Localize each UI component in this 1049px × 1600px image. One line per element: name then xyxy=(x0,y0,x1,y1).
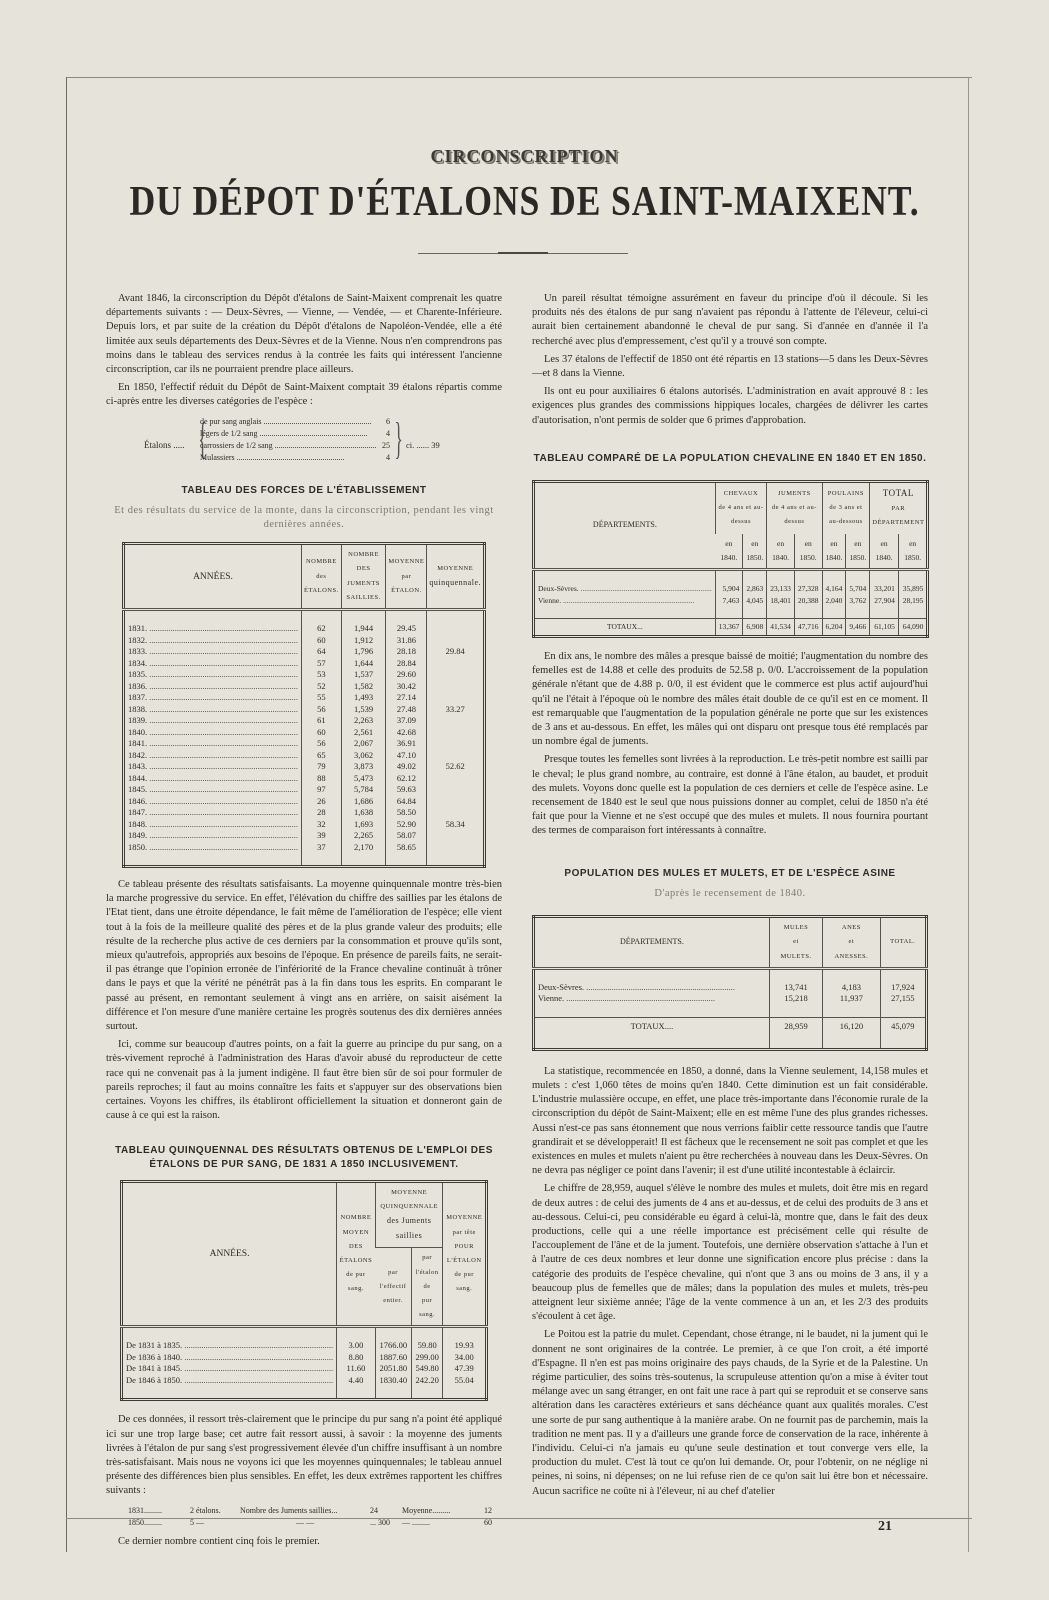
year-cell: 1842. ..... xyxy=(124,750,302,762)
juments-cell: 1,638 xyxy=(341,807,386,819)
etalons-cell: 60 xyxy=(302,727,342,739)
juments-cell: 1,912 xyxy=(341,635,386,647)
moyenne-cell: 27.48 xyxy=(386,704,427,716)
totals-label: TOTAUX... xyxy=(534,619,716,637)
period-cell: De 1841 à 1845. ..... xyxy=(122,1363,337,1375)
page-number: 21 xyxy=(878,1519,892,1534)
year-cell: 1839. ..... xyxy=(124,715,302,727)
moyenne-cell: 36.91 xyxy=(386,738,427,750)
table-mules-title: POPULATION DES MULES ET MULETS, ET DE L'ESPÈCE ASINE xyxy=(564,867,896,879)
year-cell: 1840. ..... xyxy=(124,727,302,739)
total-value-cell: 6,204 xyxy=(822,619,846,637)
header-total: TOTAL PAR DÉPARTEMENT xyxy=(870,482,928,534)
table-row xyxy=(534,982,927,994)
moyenne-cell: 58.07 xyxy=(386,830,427,842)
juments-cell: 2,067 xyxy=(341,738,386,750)
total-anes-cell: 16,120 xyxy=(823,1017,880,1036)
header-departements: DÉPARTEMENTS. xyxy=(534,482,716,570)
juments-cell: 5,784 xyxy=(341,784,386,796)
dept-cell: Vienne. ..... xyxy=(534,595,716,607)
etalons-item: Mulassiers ..... 4 xyxy=(200,452,390,464)
paragraph: En dix ans, le nombre des mâles a presque baissé de moitié; l'augmentation du nombre des femelles est de 14.88 et celle des produits de 52.58 p. 0/0. L'accroissement de la population générale n'étant que de 4.88 p. 0/0, il est évident que le commerce est plus actif aujourd'hui qu'il ne l'était à l'époque où le nombre des mâles était double de ce qu'il est en ce moment. Il est remarquable que l'augmentation de la population générale ne porte que sur les existences de 3 ans et au-dessous. En effet, les mâles qui ont disparu ont presque tous été remplacés par un nombre égal de juments. xyxy=(532,651,928,748)
mules-cell: 15,218 xyxy=(769,993,822,1005)
table-row xyxy=(122,1340,487,1352)
header-nombre-etalons: NOMBRE des ÉTALONS. xyxy=(302,544,342,610)
year-cell: 1843. ..... xyxy=(124,761,302,773)
moyenne-cell: 28.18 xyxy=(386,646,427,658)
year-cell: 1847. ..... xyxy=(124,807,302,819)
etalons-cell: 62 xyxy=(302,623,342,635)
paragraph: Le chiffre de 28,959, auquel s'élève le nombre des mules et mulets, doit être mis en regard de deux autres : de celui des juments de 4 ans et au-dessus, et de celui des produits de 3 ans et au-dessous. Celui-ci, peu considérable eu égard à celui-là, montre que, dans le fait des deux productions, celle qui a une réelle importance est précisément celle qui résulte de l'accouplement de l'âne et de la jument. Toutefois, une dernière observation s'attache à l'un et à l'autre de ces deux nombres et leur donne une signification encore plus précise : dans la catégorie des produits de l'espèce chevaline, qui n'ont que 3 ans ou moins de 3 ans, il y a beaucoup plus de femelles que de mâles; dans la population des mules et mulets, très-peu atteignent leur sixième année; l'âge de la vente commence à un an, et les 2/3 des produits s'écoulent à cet âge. xyxy=(532,1183,928,1323)
value-cell: 18,401 xyxy=(767,595,795,607)
juments-cell: 1,693 xyxy=(341,819,386,831)
etalon-cell: 549.80 xyxy=(411,1363,443,1375)
moyenne-cell: 58.65 xyxy=(386,842,427,854)
extremes-row: 1831......... 2 étalons. Nombre des Juments saillies... 24 Moyenne......... 12 xyxy=(128,1505,492,1515)
moyenne-cell: 37.09 xyxy=(386,715,427,727)
frame-rule-top xyxy=(66,77,972,78)
table-row xyxy=(122,1375,487,1387)
table-row xyxy=(124,796,485,808)
dept-cell: Deux-Sèvres. ..... xyxy=(534,982,770,994)
etalons-item: de pur sang anglais ..... 6 xyxy=(200,416,390,428)
right-brace: } xyxy=(394,413,403,463)
total-total-cell: 45,079 xyxy=(880,1017,926,1036)
paragraph: Presque toutes les femelles sont livrées à la reproduction. Le très-petit nombre est sailli par le cheval; le plus grand nombre, au contraire, est donné à l'âne étalon, au baudet, et produit des mulets. Voyons donc quelle est la population de ces derniers et celle de l'espèce asine. Le recensement de 1840 est le seul que nous puissions donner au complet, celui de 1850 n'a été fait que pour la Vienne et ne s'est occupé que des mules et mulets. Il nous fournira pourtant des termes de comparaison fort intéressants à connaître. xyxy=(532,754,928,837)
effectif-cell: 1887.60 xyxy=(375,1352,411,1364)
paragraph: Avant 1846, la circonscription du Dépôt d'étalons de Saint-Maixent comprenait les quatre départements suivants : — Deux-Sèvres, — Vienne, — Vendée, — et Charente-Inférieure. Depuis lors, et par suite de la création du Dépôt d'étalons de Napoléon-Vendée, elle a été limitée aux seuls départements des Deux-Sèvres et de la Vienne. Nous n'en comprendrons pas moins dans le tableau des services rendus à la contrée les faits qui intéressent l'ancienne circonscription, car ils ne pourraient prendre place ailleurs. xyxy=(106,293,502,376)
paragraph: Ici, comme sur beaucoup d'autres points, on a fait la guerre au principe du pur sang, on a très-vivement reproché à l'administration des Haras d'avoir abusé du reproducteur de cette race qui ne convenait pas à la jument indigène. Il faut être bien sûr de soi pour formuler de pareils reproches; il faut au moins connaître les faits et s'appuyer sur des observations bien certaines. Voyons les chiffres, ils établiront officiellement la situation et donneront gain de cause à ce qui est la raison. xyxy=(106,1039,502,1122)
spacer-row xyxy=(122,1327,487,1341)
etalons-breakdown xyxy=(106,414,502,472)
totals-row xyxy=(534,1017,927,1036)
frame-rule-right xyxy=(968,77,969,1552)
value-cell: 4,045 xyxy=(743,595,767,607)
table-row xyxy=(122,1363,487,1375)
etalons-cell: 52 xyxy=(302,681,342,693)
moyenne-cell: 52.90 xyxy=(386,819,427,831)
totals-row xyxy=(534,619,928,637)
header-anes: ANES et ANESSES. xyxy=(823,917,880,969)
moyenne-cell: 30.42 xyxy=(386,681,427,693)
juments-cell: 3,062 xyxy=(341,750,386,762)
paragraph: La statistique, recommencée en 1850, a donné, dans la Vienne seulement, 14,158 mules et mulets : c'est 1,060 têtes de moins qu'en 1840. Cette diminution est un fait considérable. L'industrie mulassière occupe, en effet, une place très-importante dans l'économie rurale de la circonscription du dépôt de Saint-Maixent; elle en est même l'une des plus grandes richesses. Aussi n'est-ce pas sans étonnement que nous verrions faiblir cette ressource tandis que l'autre grandirait et se développerait! Il est fâcheux que le recensement ne soit pas complet et que les existences en mules et mulets n'aient pu être recherchées à nouveau dans les Deux-Sèvres. On ne devra pas négliger ce point dans l'avenir; il est d'une utilité incontestable à éclaircir. xyxy=(532,1065,928,1177)
frame-rule-left xyxy=(66,77,67,1552)
header-year: en 1840. xyxy=(870,534,899,570)
spacer-row xyxy=(534,570,928,584)
year-cell: 1850. ..... xyxy=(124,842,302,854)
header-annees: ANNÉES. xyxy=(122,1181,337,1327)
paragraph: Ils ont eu pour auxiliaires 6 étalons autorisés. L'administration en avait approuvé 8 : les exigences plus grandes des commissions hippiques locales, chargées de délivrer les cartes d'autorisation, n'ont permis de solder que 6 primes d'approbation. xyxy=(532,386,928,426)
quinquennial-cell: 29.84 xyxy=(427,623,485,681)
juments-cell: 1,537 xyxy=(341,669,386,681)
nombre-cell: 11.60 xyxy=(337,1363,376,1375)
table-row xyxy=(124,738,485,750)
header-year: en 1850. xyxy=(898,534,928,570)
year-cell: 1846. ..... xyxy=(124,796,302,808)
etalons-item: carrossiers de 1/2 sang ..... 25 xyxy=(200,440,390,452)
effectif-cell: 2051.80 xyxy=(375,1363,411,1375)
header-nombre-juments: NOMBRE DES JUMENTS SAILLIES. xyxy=(341,544,386,610)
spacer-row xyxy=(534,606,928,619)
juments-cell: 1,644 xyxy=(341,658,386,670)
paragraph: De ces données, il ressort très-clairement que le principe du pur sang n'a point été appliqué ici sur une trop large base; cet autre fait ressort aussi, à savoir : la moyenne des juments livrées à l'étalon de pur sang s'est progressivement élevée d'un chiffre insuffisant à un nombre très-satisfaisant. Mais nous ne voyons ici que les moyennes quinquennales; le tableau annuel présente des différences bien plus sensibles. En effet, les deux extrêmes rapportent les chiffres suivants : xyxy=(106,1414,502,1497)
etalons-cell: 79 xyxy=(302,761,342,773)
value-cell: 3,762 xyxy=(846,595,870,607)
etalons-cell: 53 xyxy=(302,669,342,681)
table-row xyxy=(122,1352,487,1364)
spacer-row xyxy=(124,853,485,867)
total-value-cell: 41,534 xyxy=(767,619,795,637)
spacer-row xyxy=(534,1005,927,1018)
table-forces-subtitle: Et des résultats du service de la monte, dans la circonscription, pendant les vingt dernières années. xyxy=(114,504,494,531)
left-column xyxy=(106,292,502,1553)
table-population-title: TABLEAU COMPARÉ DE LA POPULATION CHEVALINE EN 1840 ET EN 1850. xyxy=(533,452,927,464)
quinquennial-cell: 33.27 xyxy=(427,681,485,739)
total-cell: 17,924 xyxy=(880,982,926,994)
moyenne-cell: 42.68 xyxy=(386,727,427,739)
moyenne-cell: 29.45 xyxy=(386,623,427,635)
total-value-cell: 61,105 xyxy=(870,619,899,637)
header-chevaux: CHEVAUX de 4 ans et au-dessus xyxy=(715,482,767,534)
etalons-label: Étalons ..... xyxy=(144,439,185,450)
paragraph: Le Poitou est la patrie du mulet. Cependant, chose étrange, ni le baudet, ni la jument qui le donnent ne sont originaires de la contrée. Le premier, à ce que l'on croit, a été importé d'Espagne. Il n'en est pas moins originaire des pays chauds, de la Syrie et de la Palestine. Un régime particulier, des soins très-soutenus, la scrupuleuse attention qu'on a mise à éviter tout mélange avec un sang étranger, en ont fait une race à part qui se reproduit et se conserve sans altération dans les caractères extérieurs et sans déchéance quant aux qualités morales. C'est une sorte de pur sang authentique à la manière arabe. On ne fournit pas de parchemin, mais la tradition ne ment pas. Il y a d'ailleurs une grande force de conservation de la race, inhérente à l'individu. Celui-ci n'a jamais eu qu'une seule destination et tout converge vers elle, la production du mulet. C'est là tout ce qu'on lui demande. Or, pour l'obtenir, on ne néglige ni peines, ni soins, ni dépenses; on ne lui refuse rien de ce qu'on sait lui être bon et nécessaire. Aucun sacrifice ne coûte ni à l'éleveur, ni au chef d'atelier xyxy=(532,1329,928,1497)
value-cell: 33,201 xyxy=(870,583,899,595)
value-cell: 28,195 xyxy=(898,595,928,607)
table-quinquennal xyxy=(120,1180,488,1402)
value-cell: 7,463 xyxy=(715,595,743,607)
etalons-cell: 60 xyxy=(302,635,342,647)
moyenne-cell: 27.14 xyxy=(386,692,427,704)
table-row xyxy=(534,993,927,1005)
header-year: en 1850. xyxy=(794,534,822,570)
dept-cell: Deux-Sèvres. ..... xyxy=(534,583,716,595)
value-cell: 5,704 xyxy=(846,583,870,595)
tete-cell: 34.00 xyxy=(443,1352,487,1364)
left-brace: { xyxy=(198,413,207,463)
table-row xyxy=(124,623,485,635)
value-cell: 35,895 xyxy=(898,583,928,595)
header-annees: ANNÉES. xyxy=(124,544,302,610)
juments-cell: 1,796 xyxy=(341,646,386,658)
paragraph: Un pareil résultat témoigne assurément en faveur du principe d'où il découle. Si les produits nés des étalons de pur sang n'avaient pas répondu à l'attente de l'éleveur, celui-ci aurait bien certainement abandonné le cheval de pur sang. Si d'année en d'année il l'a recherché avec plus d'empressement, c'est qu'il y a trouvé son compte. xyxy=(532,293,928,347)
juments-cell: 2,561 xyxy=(341,727,386,739)
quinquennial-cell: 58.34 xyxy=(427,796,485,854)
header-moyenne-quinquennale-group: MOYENNE QUINQUENNALE des Juments saillies xyxy=(375,1181,443,1248)
etalons-cell: 39 xyxy=(302,830,342,842)
total-cell: 27,155 xyxy=(880,993,926,1005)
value-cell: 5,904 xyxy=(715,583,743,595)
effectif-cell: 1830.40 xyxy=(375,1375,411,1387)
spacer-row xyxy=(534,1036,927,1050)
juments-cell: 1,582 xyxy=(341,681,386,693)
header-nombre-moyen: NOMBRE MOYEN DES ÉTALONS de pur sang. xyxy=(337,1181,376,1327)
total-value-cell: 13,367 xyxy=(715,619,743,637)
etalons-cell: 28 xyxy=(302,807,342,819)
mules-cell: 13,741 xyxy=(769,982,822,994)
etalons-total: ci. ...... 39 xyxy=(406,439,440,450)
total-value-cell: 9,466 xyxy=(846,619,870,637)
nombre-cell: 8.80 xyxy=(337,1352,376,1364)
year-cell: 1835. ..... xyxy=(124,669,302,681)
etalons-cell: 97 xyxy=(302,784,342,796)
header-year: en 1840. xyxy=(715,534,743,570)
etalons-cell: 64 xyxy=(302,646,342,658)
header-year: en 1840. xyxy=(822,534,846,570)
juments-cell: 5,473 xyxy=(341,773,386,785)
etalons-cell: 37 xyxy=(302,842,342,854)
etalons-cell: 56 xyxy=(302,704,342,716)
paragraph: En 1850, l'effectif réduit du Dépôt de Saint-Maixent comptait 39 étalons répartis comme ci-après entre les diverses catégories de l'espèce : xyxy=(106,382,502,408)
spacer-row xyxy=(534,968,927,982)
dept-cell: Vienne. ..... xyxy=(534,993,770,1005)
header-moyenne-quinquennale: MOYENNE quinquennale. xyxy=(427,544,485,610)
header-poulains: POULAINS de 3 ans et au-dessous xyxy=(822,482,870,534)
tete-cell: 19.93 xyxy=(443,1340,487,1352)
extremes-row: 1850......... 5 — — — ... 300 — ......... 60 xyxy=(128,1517,492,1527)
etalons-cell: 55 xyxy=(302,692,342,704)
moyenne-cell: 31.86 xyxy=(386,635,427,647)
tete-cell: 47.39 xyxy=(443,1363,487,1375)
total-value-cell: 47,716 xyxy=(794,619,822,637)
tete-cell: 55.04 xyxy=(443,1375,487,1387)
juments-cell: 1,493 xyxy=(341,692,386,704)
anes-cell: 4,183 xyxy=(823,982,880,994)
paragraph: Les 37 étalons de l'effectif de 1850 ont été répartis en 13 stations—5 dans les Deux-Sèvres—et 8 dans la Vienne. xyxy=(532,353,928,380)
etalons-cell: 56 xyxy=(302,738,342,750)
moyenne-cell: 28.84 xyxy=(386,658,427,670)
year-cell: 1838. ..... xyxy=(124,704,302,716)
period-cell: De 1836 à 1840. ..... xyxy=(122,1352,337,1364)
value-cell: 2,863 xyxy=(743,583,767,595)
table-mules xyxy=(532,915,928,1051)
year-cell: 1834. ..... xyxy=(124,658,302,670)
year-cell: 1844. ..... xyxy=(124,773,302,785)
header-year: en 1850. xyxy=(743,534,767,570)
juments-cell: 2,263 xyxy=(341,715,386,727)
period-cell: De 1846 à 1850. ..... xyxy=(122,1375,337,1387)
year-cell: 1849. ..... xyxy=(124,830,302,842)
moyenne-cell: 59.63 xyxy=(386,784,427,796)
header-mules: MULES et MULETS. xyxy=(769,917,822,969)
etalon-cell: 59.80 xyxy=(411,1340,443,1352)
etalon-cell: 299.00 xyxy=(411,1352,443,1364)
etalons-cell: 88 xyxy=(302,773,342,785)
table-row xyxy=(534,583,928,595)
anes-cell: 11,937 xyxy=(823,993,880,1005)
table-row xyxy=(124,681,485,693)
year-cell: 1837. ..... xyxy=(124,692,302,704)
nombre-cell: 4.40 xyxy=(337,1375,376,1387)
year-cell: 1833. ..... xyxy=(124,646,302,658)
header-par-effectif: par l'effectif entier. xyxy=(375,1248,411,1327)
paragraph: Ce tableau présente des résultats satisfaisants. La moyenne quinquennale montre très-bien la marche progressive du service. En effet, l'élévation du chiffre des saillies par les étalons de l'Etat tient, dans une étroite dépendance, le fait même de l'amélioration de l'espèce; elle vient tout à la fois de la meilleure qualité des pères et de la plus grande valeur des produits; elle résulte de la recherche plus active de ces derniers par la consommation et prouve qu'ils sont, mieux qu'autrefois, appropriés aux besoins de l'époque. En présence de pareils faits, ne serait-il pas étrange que l'opinion erronée de l'infériorité de la France chevaline continuât à trôner dans le pays et que la vérité ne pénétrât pas à la fin dans tous les esprits. En comparant le passé au présent, en remontant seulement à vingt ans en arrière, on saisit aisément la différence et l'on mesure d'une manière certaine les progrès soutenus des dix dernières années surtout. xyxy=(106,879,502,1033)
year-cell: 1836. ..... xyxy=(124,681,302,693)
totals-label: TOTAUX.... xyxy=(534,1017,770,1036)
year-cell: 1848. ..... xyxy=(124,819,302,831)
etalons-cell: 32 xyxy=(302,819,342,831)
spacer-row xyxy=(122,1386,487,1400)
moyenne-cell: 62.12 xyxy=(386,773,427,785)
title-ornament-divider xyxy=(418,251,628,257)
etalons-cell: 26 xyxy=(302,796,342,808)
total-value-cell: 6,908 xyxy=(743,619,767,637)
value-cell: 20,388 xyxy=(794,595,822,607)
etalon-cell: 242.20 xyxy=(411,1375,443,1387)
juments-cell: 1,539 xyxy=(341,704,386,716)
etalons-cell: 65 xyxy=(302,750,342,762)
juments-cell: 1,686 xyxy=(341,796,386,808)
year-cell: 1845. ..... xyxy=(124,784,302,796)
right-column xyxy=(532,292,928,1503)
juments-cell: 2,265 xyxy=(341,830,386,842)
header-moyenne-tete: MOYENNE par tête POUR L'ÉTALON de pur sang. xyxy=(443,1181,487,1327)
quinquennial-cell: 52.62 xyxy=(427,738,485,796)
year-cell: 1832. ..... xyxy=(124,635,302,647)
value-cell: 4,164 xyxy=(822,583,846,595)
header-year: en 1840. xyxy=(767,534,795,570)
page-title: DU DÉPOT D'ÉTALONS DE SAINT-MAIXENT. xyxy=(129,179,920,225)
table-population xyxy=(532,480,929,638)
period-cell: De 1831 à 1835. ..... xyxy=(122,1340,337,1352)
table-forces xyxy=(122,542,486,868)
title-small: CIRCONSCRIPTION xyxy=(430,146,619,166)
juments-cell: 2,170 xyxy=(341,842,386,854)
value-cell: 27,328 xyxy=(794,583,822,595)
value-cell: 27,904 xyxy=(870,595,899,607)
moyenne-cell: 29.60 xyxy=(386,669,427,681)
nombre-cell: 3.00 xyxy=(337,1340,376,1352)
paragraph: Ce dernier nombre contient cinq fois le premier. xyxy=(118,1535,320,1547)
moyenne-cell: 49.02 xyxy=(386,761,427,773)
total-mules-cell: 28,959 xyxy=(769,1017,822,1036)
spacer-row xyxy=(124,610,485,624)
moyenne-cell: 64.84 xyxy=(386,796,427,808)
header-year: en 1850. xyxy=(846,534,870,570)
moyenne-cell: 47.10 xyxy=(386,750,427,762)
header-moyenne-etalon: MOYENNE par ÉTALON. xyxy=(386,544,427,610)
total-value-cell: 64,090 xyxy=(898,619,928,637)
etalons-cell: 57 xyxy=(302,658,342,670)
extremes-list xyxy=(128,1505,502,1529)
etalons-item: légers de 1/2 sang ..... 4 xyxy=(200,428,390,440)
value-cell: 2,040 xyxy=(822,595,846,607)
header-juments: JUMENTS de 4 ans et au-dessus xyxy=(767,482,822,534)
header-total: TOTAL. xyxy=(880,917,926,969)
table-quinq-title: TABLEAU QUINQUENNAL DES RÉSULTATS OBTENUS DE L'EMPLOI DES ÉTALONS DE PUR SANG, DE 1831 A 1850 INCLUSIVEMENT. xyxy=(115,1144,493,1170)
header-par-etalon: par l'étalon de pur sang. xyxy=(411,1248,443,1327)
juments-cell: 3,873 xyxy=(341,761,386,773)
header-departements: DÉPARTEMENTS. xyxy=(534,917,770,969)
table-mules-subtitle: D'après le recensement de 1840. xyxy=(654,887,806,899)
table-row xyxy=(534,595,928,607)
effectif-cell: 1766.00 xyxy=(375,1340,411,1352)
moyenne-cell: 58.50 xyxy=(386,807,427,819)
etalons-cell: 61 xyxy=(302,715,342,727)
year-cell: 1841. ..... xyxy=(124,738,302,750)
juments-cell: 1,944 xyxy=(341,623,386,635)
value-cell: 23,133 xyxy=(767,583,795,595)
table-forces-title: TABLEAU DES FORCES DE L'ÉTABLISSEMENT xyxy=(181,484,427,496)
year-cell: 1831. ..... xyxy=(124,623,302,635)
